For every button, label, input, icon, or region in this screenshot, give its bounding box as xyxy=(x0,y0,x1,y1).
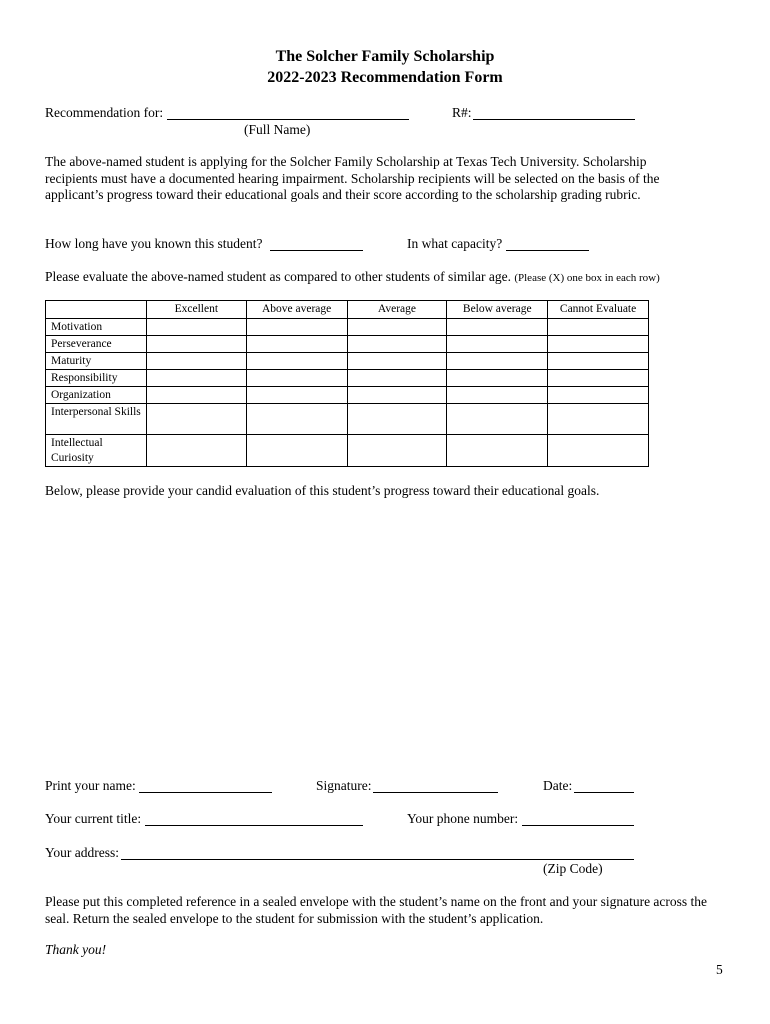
rating-cell[interactable] xyxy=(246,387,347,404)
evaluation-instruction: (Please (X) one box in each row) xyxy=(514,272,660,284)
date-field[interactable] xyxy=(574,777,634,793)
table-row xyxy=(46,353,649,370)
rating-cell[interactable] xyxy=(347,370,447,387)
rating-cell[interactable] xyxy=(146,336,246,353)
rating-cell[interactable] xyxy=(548,435,649,467)
rating-cell[interactable] xyxy=(246,435,347,467)
rating-cell[interactable] xyxy=(146,353,246,370)
rating-cell[interactable] xyxy=(548,353,649,370)
form-subtitle: 2022-2023 Recommendation Form xyxy=(267,69,503,86)
rating-cell[interactable] xyxy=(146,319,246,336)
signature-label: Signature: xyxy=(316,778,372,793)
print-name-label: Print your name: xyxy=(45,778,136,793)
rating-cell[interactable] xyxy=(246,336,347,353)
evaluation-prompt: Please evaluate the above-named student as compared to other students of similar age. (Please (X) one box in each row) xyxy=(45,269,660,284)
rating-cell[interactable] xyxy=(447,435,548,467)
print-name-field[interactable] xyxy=(139,777,272,793)
phone-number-label: Your phone number: xyxy=(407,811,519,826)
rating-cell[interactable] xyxy=(347,435,447,467)
candid-evaluation-prompt: Below, please provide your candid evaluation of this student’s progress toward their educational goals. xyxy=(45,483,600,498)
rating-cell[interactable] xyxy=(347,319,447,336)
known-how-long-label: How long have you known this student? xyxy=(45,236,263,251)
current-title-label: Your current title: xyxy=(45,811,142,826)
column-header-above-average: Above average xyxy=(246,301,347,319)
rating-cell[interactable] xyxy=(447,353,548,370)
signature-field[interactable] xyxy=(373,777,498,793)
row-label: Motivation xyxy=(46,319,147,336)
rating-cell[interactable] xyxy=(347,353,447,370)
zip-code-caption: (Zip Code) xyxy=(543,861,603,876)
rating-cell[interactable] xyxy=(548,404,649,435)
evaluation-header-row xyxy=(46,301,649,319)
rating-cell[interactable] xyxy=(548,336,649,353)
row-label: Perseverance xyxy=(46,336,147,353)
row-label: Intellectual Curiosity xyxy=(46,435,147,467)
rating-cell[interactable] xyxy=(146,387,246,404)
closing-instructions: Please put this completed reference in a sealed envelope with the student’s name on the front and your signature across the seal. Return the sealed envelope to the student for submission with the student’s application. xyxy=(45,894,708,926)
rating-cell[interactable] xyxy=(146,435,246,467)
form-title: The Solcher Family Scholarship xyxy=(275,48,495,65)
rating-cell[interactable] xyxy=(246,319,347,336)
row-label: Organization xyxy=(46,387,147,404)
table-row xyxy=(46,435,649,467)
address-field[interactable] xyxy=(121,844,634,860)
full-name-caption: (Full Name) xyxy=(244,122,311,137)
column-header xyxy=(46,301,147,319)
date-label: Date: xyxy=(543,778,573,793)
rating-cell[interactable] xyxy=(447,404,548,435)
column-header-average: Average xyxy=(347,301,447,319)
phone-number-field[interactable] xyxy=(522,810,634,826)
known-how-long-field[interactable] xyxy=(270,235,363,251)
recommendation-label: Recommendation for: xyxy=(45,105,164,120)
column-header-excellent: Excellent xyxy=(146,301,246,319)
table-row xyxy=(46,404,649,435)
table-row xyxy=(46,336,649,353)
rating-cell[interactable] xyxy=(447,370,548,387)
intro-paragraph: The above-named student is applying for the Solcher Family Scholarship at Texas Tech University. Scholarship recipients must have a documented hearing impairment. Scholarship recipients will be selected on the basis of the applicant’s progress toward their educational goals and their score according to the scholarship grading rubric. xyxy=(45,154,660,202)
address-label: Your address: xyxy=(45,845,120,860)
row-label: Maturity xyxy=(46,353,147,370)
capacity-label: In what capacity? xyxy=(407,236,503,251)
rating-cell[interactable] xyxy=(548,370,649,387)
table-row xyxy=(46,370,649,387)
column-header-below-average: Below average xyxy=(447,301,548,319)
thank-you-text: Thank you! xyxy=(45,942,107,957)
column-header-cannot-evaluate: Cannot Evaluate xyxy=(548,301,649,319)
rating-cell[interactable] xyxy=(246,353,347,370)
capacity-field[interactable] xyxy=(506,235,589,251)
rating-cell[interactable] xyxy=(548,319,649,336)
rating-cell[interactable] xyxy=(146,404,246,435)
rating-cell[interactable] xyxy=(347,336,447,353)
rating-cell[interactable] xyxy=(146,370,246,387)
table-row xyxy=(46,387,649,404)
table-row xyxy=(46,319,649,336)
recommendation-name-field[interactable] xyxy=(167,104,409,120)
rating-cell[interactable] xyxy=(246,370,347,387)
r-number-field[interactable] xyxy=(473,104,635,120)
candid-evaluation-area[interactable] xyxy=(45,505,695,765)
current-title-field[interactable] xyxy=(145,810,363,826)
rating-cell[interactable] xyxy=(347,404,447,435)
row-label: Responsibility xyxy=(46,370,147,387)
rating-cell[interactable] xyxy=(447,319,548,336)
rating-cell[interactable] xyxy=(548,387,649,404)
page-number: 5 xyxy=(716,962,723,977)
rating-cell[interactable] xyxy=(246,404,347,435)
evaluation-table xyxy=(45,300,649,467)
rating-cell[interactable] xyxy=(347,387,447,404)
r-number-label: R#: xyxy=(452,105,472,120)
rating-cell[interactable] xyxy=(447,387,548,404)
rating-cell[interactable] xyxy=(447,336,548,353)
row-label: Interpersonal Skills xyxy=(46,404,147,435)
